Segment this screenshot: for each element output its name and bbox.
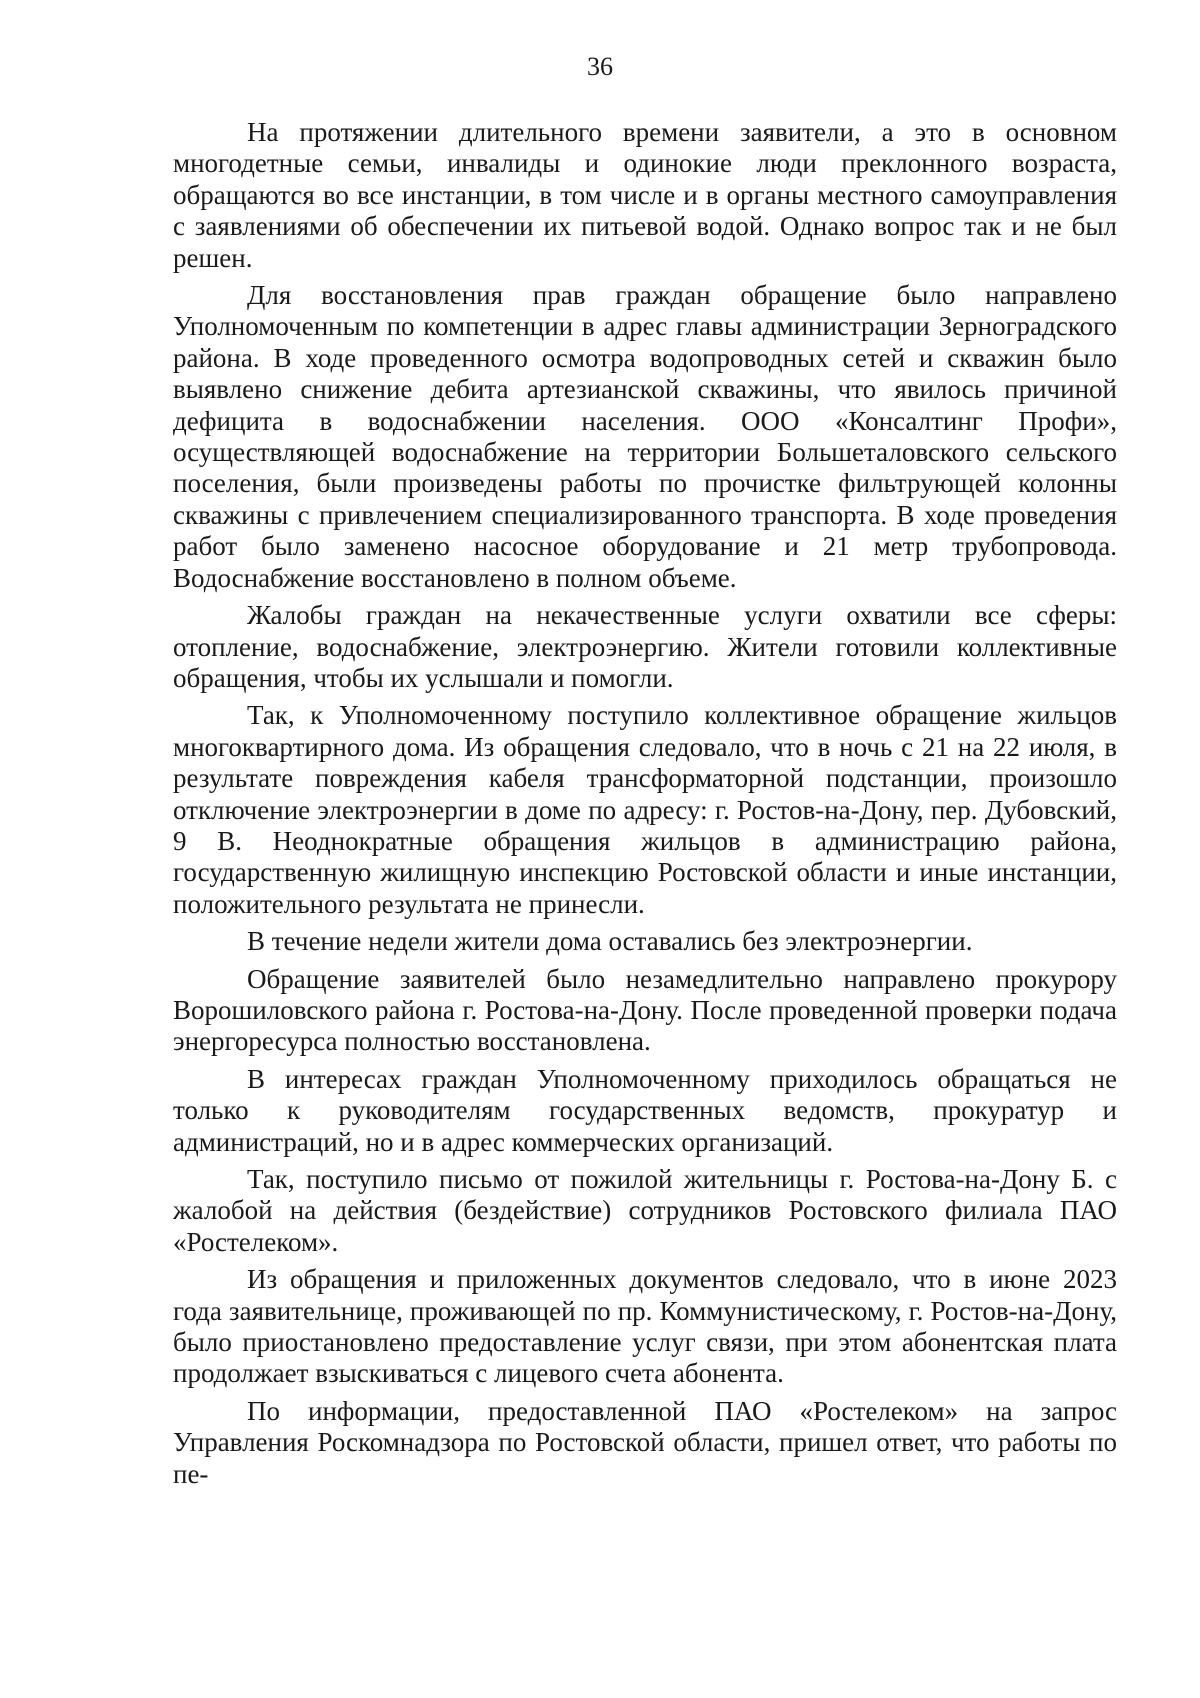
paragraph: В интересах граждан Уполномоченному приходилось обращаться не только к руководителям государственных ведомств, прокуратур и администраций, но и в адрес коммерческих организаций. xyxy=(173,1063,1117,1157)
paragraph: Обращение заявителей было незамедлительно направлено прокурору Ворошиловского района г. Ростова-на-Дону. После проведенной проверки подача энергоресурса полностью восстановлена. xyxy=(173,963,1117,1057)
page-number: 36 xyxy=(587,52,613,81)
paragraph: Так, к Уполномоченному поступило коллективное обращение жильцов многоквартирного дома. Из обращения следовало, что в ночь с 21 на 22 июля, в результате повреждения кабеля трансформаторной подстанции, произошло отключение электроэнергии в доме по адресу: г. Ростов-на-Дону, пер. Дубовский, 9 В. Неоднократные обращения жильцов в администрацию района, государственную жилищную инспекцию Ростовской области и иные инстанции, положительного результата не принесли. xyxy=(173,700,1117,919)
paragraph: Для восстановления прав граждан обращение было направлено Уполномоченным по компетенции в адрес главы администрации Зерноградского района. В ходе проведенного осмотра водопроводных сетей и скважин было выявлено снижение дебита артезианской скважины, что явилось причиной дефицита в водоснабжении населения. ООО «Консалтинг Профи», осуществляющей водоснабжение на территории Большеталовского сельского поселения, были произведены работы по прочистке фильтрующей колонны скважины с привлечением специализированного транспорта. В ходе проведения работ было заменено насосное оборудование и 21 метр трубопровода. Водоснабжение восстановлено в полном объеме. xyxy=(173,280,1117,593)
paragraph: На протяжении длительного времени заявители, а это в основном многодетные семьи, инвалиды и одинокие люди преклонного возраста, обращаются во все инстанции, в том числе и в органы местного самоуправления с заявлениями об обеспечении их питьевой водой. Однако вопрос так и не был решен. xyxy=(173,117,1117,273)
paragraph: Из обращения и приложенных документов следовало, что в июне 2023 года заявительнице, проживающей по пр. Коммунистическому, г. Ростов-на-Дону, было приостановлено предоставление услуг связи, при этом абонентская плата продолжает взыскиваться с лицевого счета абонента. xyxy=(173,1264,1117,1389)
paragraph: Жалобы граждан на некачественные услуги охватили все сферы: отопление, водоснабжение, электроэнергию. Жители готовили коллективные обращения, чтобы их услышали и помогли. xyxy=(173,600,1117,693)
paragraph: Так, поступило письмо от пожилой жительницы г. Ростова-на-Дону Б. с жалобой на действия (бездействие) сотрудников Ростовского филиала ПАО «Ростелеком». xyxy=(173,1164,1117,1257)
paragraph: По информации, предоставленной ПАО «Ростелеком» на запрос Управления Роскомнадзора по Ростовской области, пришел ответ, что работы по пе- xyxy=(173,1395,1117,1489)
paragraph: В течение недели жители дома оставались без электроэнергии. xyxy=(247,926,973,957)
document-body xyxy=(173,117,1117,1496)
